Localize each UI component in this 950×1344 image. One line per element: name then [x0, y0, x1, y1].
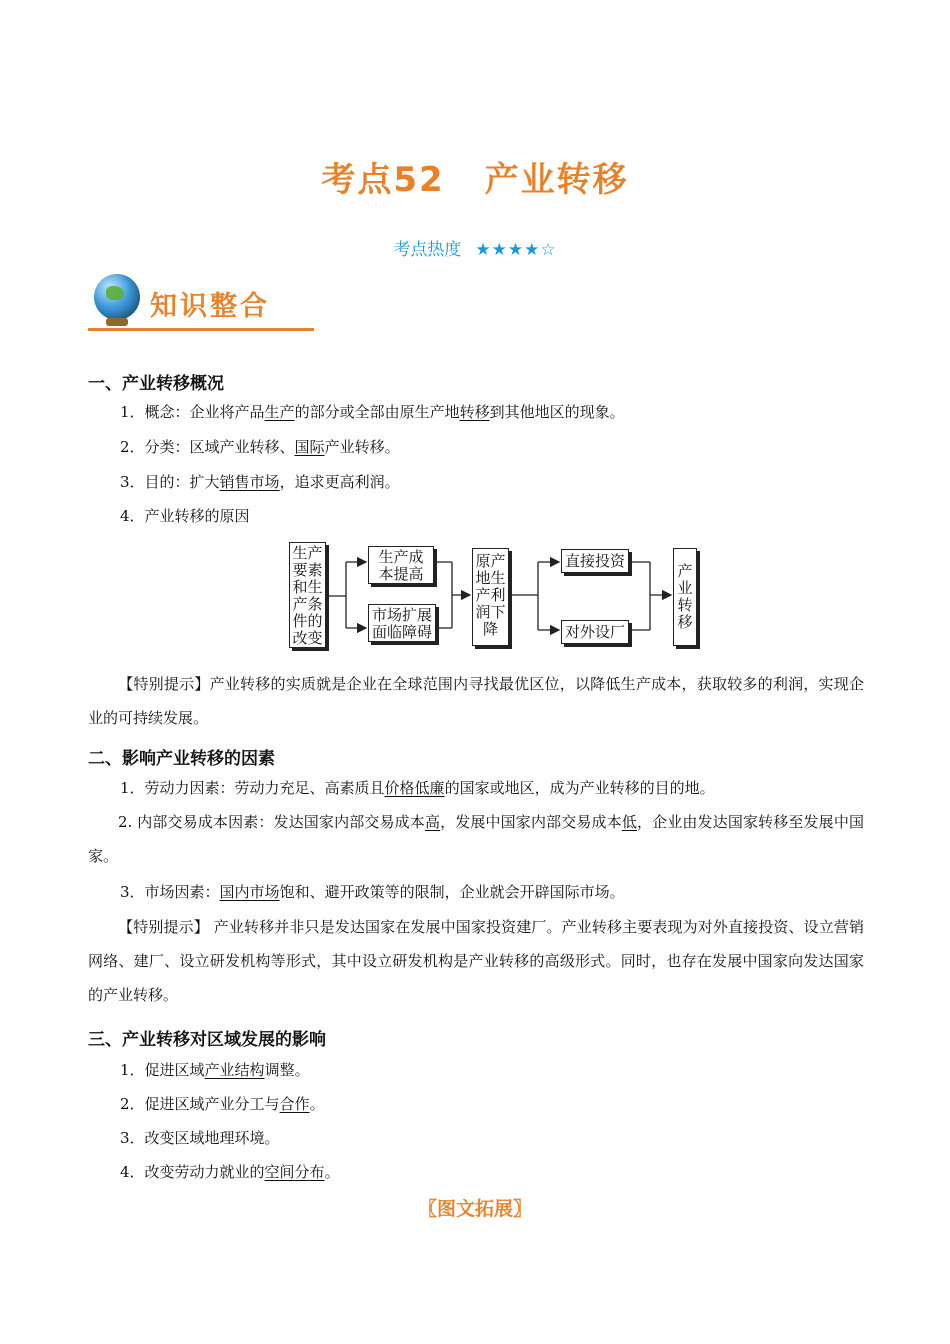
tip-paragraph-1: 【特别提示】产业转移的实质就是企业在全球范围内寻找最优区位，以降低生产成本，获取较多的利润，实现企业的可持续发展。: [88, 675, 864, 727]
flow-box-market-barrier: 市场扩展 面临障碍: [368, 604, 436, 642]
list-item: 2．分类：区域产业转移、国际产业转移。: [120, 438, 400, 456]
flow-box-cost-rise: 生产成 本提高: [368, 546, 434, 584]
list-item: 3．目的：扩大销售市场，追求更高利润。: [120, 473, 400, 491]
list-item: 1．劳动力因素：劳动力充足、高素质且价格低廉的国家或地区，成为产业转移的目的地。: [120, 779, 715, 797]
title-topic-number: 考点52: [321, 160, 445, 200]
section-heading-2: 二、影响产业转移的因素: [88, 749, 275, 769]
section-heading-3: 三、产业转移对区域发展的影响: [88, 1030, 326, 1050]
globe-stand: [106, 318, 128, 326]
title-topic-name: 产业转移: [484, 160, 629, 200]
star-rating-icon: ★★★★☆: [475, 240, 557, 260]
flow-box-factor-change: 生产 要素 和生 产条 件的 改变: [289, 542, 326, 648]
banner-label: 知识整合: [150, 291, 270, 322]
banner-underline: [88, 328, 314, 331]
list-item: 4．改变劳动力就业的空间分布。: [120, 1163, 340, 1181]
globe-icon: [94, 274, 140, 320]
list-item: 3．改变区域地理环境。: [120, 1129, 280, 1147]
flow-box-industry-transfer: 产 业 转 移: [673, 548, 697, 646]
heat-rating: [0, 235, 950, 260]
page-title: [0, 152, 950, 201]
extension-heading: 〖图文拓展〗: [417, 1198, 532, 1220]
section-heading-1: 一、产业转移概况: [88, 374, 224, 394]
list-item: 3．市场因素：国内市场饱和、避开政策等的限制，企业就会开辟国际市场。: [120, 883, 625, 901]
section-banner: [88, 272, 316, 336]
heat-label: 考点热度: [393, 240, 462, 260]
list-item: 1．促进区域产业结构调整。: [120, 1061, 310, 1079]
cause-flow-diagram: [286, 538, 702, 656]
flow-box-overseas-factory: 对外设厂: [561, 620, 629, 644]
list-item: 2．促进区域产业分工与合作。: [120, 1095, 325, 1113]
list-item: 1．概念：企业将产品生产的部分或全部由原生产地转移到其他地区的现象。: [120, 403, 625, 421]
list-item: 4．产业转移的原因: [120, 507, 250, 525]
flow-box-profit-decline: 原产 地生 产利 润下 降: [472, 548, 509, 646]
flow-box-direct-investment: 直接投资: [561, 549, 629, 573]
tip-paragraph-2: 【特别提示】 产业转移并非只是发达国家在发展中国家投资建厂。产业转移主要表现为对外直接投资、设立营销网络、建厂、设立研发机构等形式，其中设立研发机构是产业转移的高级形式。同时，也存在发展中国家向发达国家的产业转移。: [88, 918, 864, 1004]
list-item: 2. 内部交易成本因素：发达国家内部交易成本高，发展中国家内部交易成本低，企业由发达国家转移至发展中国家。: [88, 813, 864, 865]
